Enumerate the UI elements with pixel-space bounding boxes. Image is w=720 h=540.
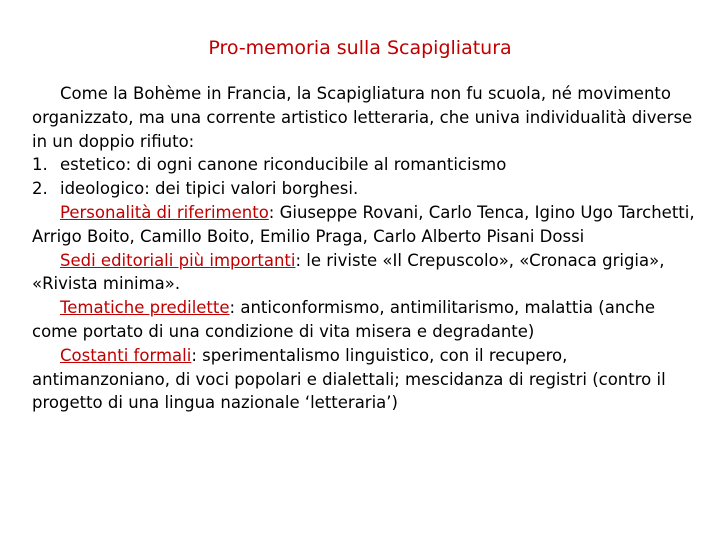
intro-paragraph: Come la Bohème in Francia, la Scapigliatura non fu scuola, né movimento organizzato, ma una corrente artistico letteraria, che univa individualità diverse in un doppio rifiuto: xyxy=(32,84,693,151)
section-label: Personalità di riferimento xyxy=(60,202,269,222)
section-text: : le riviste «Il Crepuscolo», «Cronaca grigia», «Rivista minima». xyxy=(32,250,665,294)
section-formal xyxy=(32,344,696,415)
refusal-item-ideological xyxy=(32,177,696,201)
refusal-item-aesthetic xyxy=(32,153,696,177)
slide-body xyxy=(32,82,696,415)
section-text: : Giuseppe Rovani, Carlo Tenca, Igino Ugo Tarchetti, Arrigo Boito, Camillo Boito, Emilio Praga, Carlo Alberto Pisani Dossi xyxy=(32,202,695,246)
list-text: estetico: di ogni canone riconducibile al romanticismo xyxy=(60,155,507,175)
section-text: : sperimentalismo linguistico, con il recupero, antimanzoniano, di voci popolari e dialettali; mescidanza di registri (contro il progetto di una lingua nazionale ‘letteraria’) xyxy=(32,345,666,413)
list-number: 1. xyxy=(32,155,48,175)
section-label: Sedi editoriali più importanti xyxy=(60,250,296,270)
section-label: Costanti formali xyxy=(60,345,192,365)
slide-title: Pro-memoria sulla Scapigliatura xyxy=(208,37,512,59)
list-text: ideologico: dei tipici valori borghesi. xyxy=(60,179,359,199)
section-themes xyxy=(32,296,696,344)
list-number: 2. xyxy=(32,179,48,199)
section-editorial xyxy=(32,249,696,297)
section-personalities xyxy=(32,201,696,249)
section-label: Tematiche predilette xyxy=(60,298,230,318)
section-text: : anticonformismo, antimilitarismo, malattia (anche come portato di una condizione di vita misera e degradante) xyxy=(32,298,655,341)
